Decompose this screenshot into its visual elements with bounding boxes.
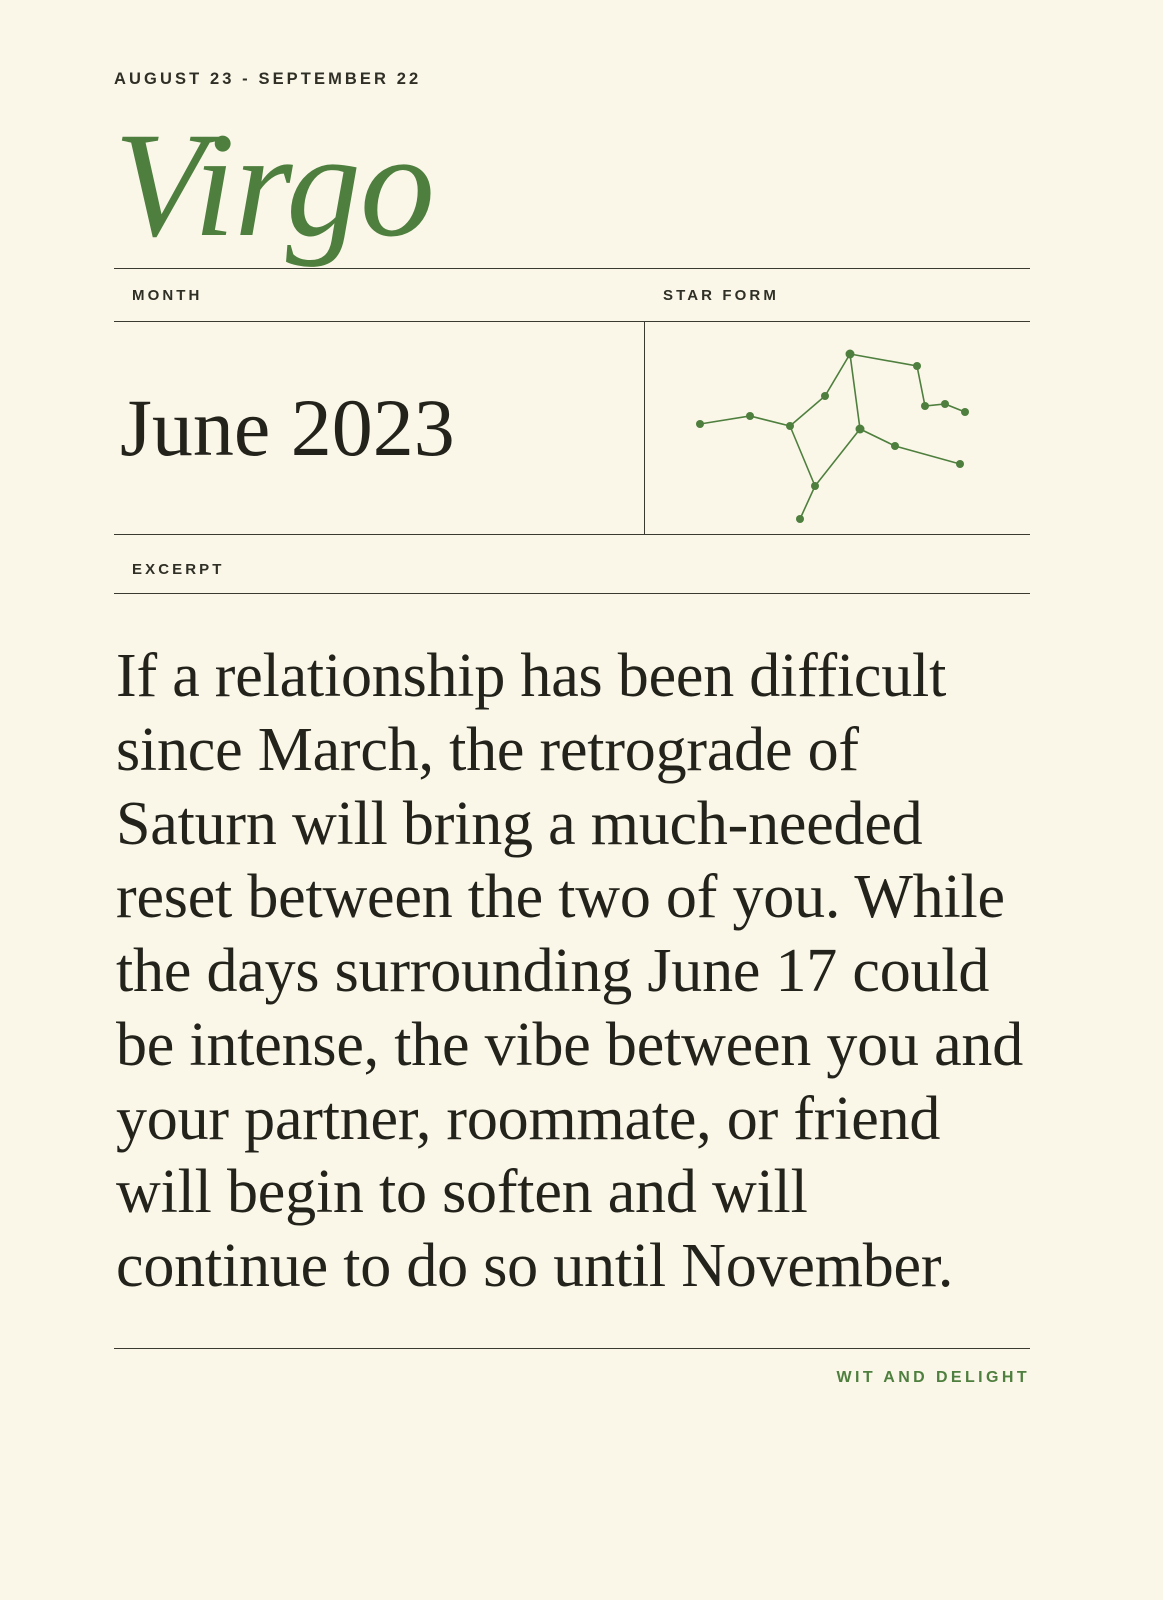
page-title: Virgo (114, 102, 434, 268)
content-column (114, 0, 1030, 1387)
excerpt-body: If a relationship has been difficult since March, the retrograde of Saturn will bring a much-needed reset between the two of you. While the days surrounding June 17 could be intense, the vibe between you and your partner, roommate, or friend will begin to soften and will continue to do so until November. (116, 642, 1023, 1301)
excerpt-label: EXCERPT (132, 561, 225, 578)
virgo-constellation-icon (695, 334, 1025, 524)
excerpt-label-cell (114, 535, 1030, 593)
meta-header-row (114, 269, 1030, 321)
meta-body-row (114, 321, 1030, 535)
brand-wordmark: WIT AND DELIGHT (836, 1368, 1030, 1386)
month-label-cell (114, 269, 645, 321)
month-value-cell (114, 322, 645, 534)
month-label: MONTH (132, 287, 203, 304)
starform-cell (645, 322, 1029, 534)
date-range: AUGUST 23 - SEPTEMBER 22 (114, 70, 422, 88)
starform-label: STAR FORM (663, 287, 779, 304)
starform-label-cell (645, 269, 1030, 321)
month-value: June 2023 (120, 382, 455, 473)
